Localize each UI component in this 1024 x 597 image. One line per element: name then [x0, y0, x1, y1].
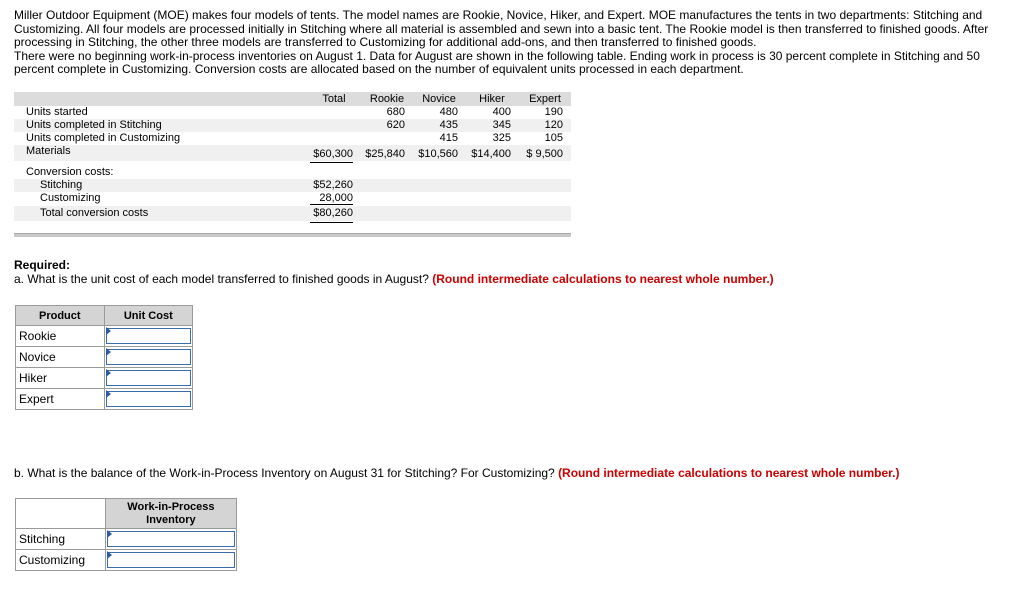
value-materials-rookie: $25,840 [365, 148, 405, 160]
blank-header-cell [16, 499, 106, 529]
value-materials-total: $60,300 [313, 148, 353, 160]
value-units-customizing-novice: 415 [439, 132, 458, 144]
value-units-customizing-expert: 105 [544, 132, 563, 144]
value-units-started-rookie: 680 [386, 106, 405, 118]
header-expert: Expert [529, 93, 561, 105]
header-total: Total [322, 93, 346, 105]
value-materials-expert: $ 9,500 [526, 148, 563, 160]
column-header-product: Product [16, 306, 105, 326]
unit-cost-rookie-input[interactable] [106, 328, 191, 344]
flag-icon [106, 327, 111, 335]
wip-cell [105, 550, 236, 571]
wip-customizing-input[interactable] [107, 552, 235, 568]
header-rookie: Rookie [369, 93, 405, 105]
product-label: Rookie [16, 326, 105, 347]
intro-paragraph-2: There were no beginning work-in-process inventories on August 1. Data for August are shown in the following table. Ending work in process is 30 percent complete in Stitching and 50 percent complete in Customizing. Conversion costs are allocated based on the number of equivalent units processed in each department. [14, 48, 980, 77]
table-divider [14, 233, 571, 237]
flag-icon [106, 390, 111, 398]
value-total-conversion: $80,260 [313, 207, 353, 219]
product-label: Expert [16, 389, 105, 410]
unit-cost-cell [104, 368, 192, 389]
product-label: Hiker [16, 368, 105, 389]
question-a-note: (Round intermediate calculations to nearest whole number.) [432, 272, 774, 286]
row-materials [14, 145, 571, 161]
row-units-stitching [14, 119, 571, 132]
flag-icon [106, 369, 111, 377]
value-units-stitching-novice: 435 [439, 119, 458, 131]
product-label: Novice [16, 347, 105, 368]
column-header-unit-cost: Unit Cost [104, 306, 192, 326]
department-label: Stitching [16, 529, 106, 550]
value-units-stitching-rookie: 620 [386, 119, 405, 131]
flag-icon [106, 348, 111, 356]
value-units-customizing-hiker: 325 [492, 132, 511, 144]
row-conversion-heading [14, 166, 571, 179]
row-conversion-customizing [14, 192, 571, 205]
value-conversion-customizing: 28,000 [310, 192, 353, 205]
wip-inventory-table [15, 498, 237, 571]
value-materials-novice: $10,560 [418, 148, 458, 160]
unit-cost-table [15, 305, 193, 410]
value-materials-hiker: $14,400 [471, 148, 511, 160]
required-heading: Required: [14, 258, 71, 272]
label-conversion-customizing: Customizing [40, 192, 101, 204]
materials-underline [310, 162, 353, 163]
label-conversion-costs: Conversion costs: [26, 166, 114, 178]
unit-cost-cell [104, 389, 192, 410]
question-b-note: (Round intermediate calculations to nearest whole number.) [558, 466, 900, 480]
wip-cell [105, 529, 236, 550]
department-label: Customizing [16, 550, 106, 571]
value-units-started-hiker: 400 [492, 106, 511, 118]
flag-icon [107, 530, 112, 538]
label-total-conversion: Total conversion costs [40, 207, 149, 219]
data-table-header [14, 92, 571, 106]
label-units-started: Units started [26, 106, 88, 118]
flag-icon [107, 551, 112, 559]
unit-cost-cell [104, 326, 192, 347]
row-conversion-stitching [14, 179, 571, 192]
required-section [14, 258, 774, 286]
unit-cost-expert-input[interactable] [106, 391, 191, 407]
row-total-conversion [14, 206, 571, 221]
total-underline [310, 222, 353, 223]
intro-paragraph-1: Miller Outdoor Equipment (MOE) makes four models of tents. The model names are Rookie, Novice, Hiker, and Expert. MOE manufactures the tents in two departments: Stitching and Customizing. All four models are processed initially in Stitching where all material is assembled and sewn into a basic tent. The Rookie model is then transferred to finished goods. After processing in Stitching, the other three models are transferred to Customizing for additional add-ons, and then transferred to finished goods. [14, 8, 989, 50]
label-materials: Materials [26, 145, 71, 157]
unit-cost-cell [104, 347, 192, 368]
value-conversion-stitching: $52,260 [313, 179, 353, 191]
unit-cost-novice-input[interactable] [106, 349, 191, 365]
label-units-customizing: Units completed in Customizing [26, 132, 181, 144]
value-units-started-expert: 190 [544, 106, 563, 118]
header-hiker: Hiker [479, 93, 505, 105]
wip-stitching-input[interactable] [107, 531, 235, 547]
row-units-started [14, 106, 571, 119]
value-units-stitching-expert: 120 [544, 119, 563, 131]
question-b-text: b. What is the balance of the Work-in-Process Inventory on August 31 for Stitching? For Customizing? [14, 466, 555, 480]
header-novice: Novice [422, 93, 456, 105]
problem-intro [14, 9, 1019, 77]
question-a [14, 272, 774, 286]
question-a-text: a. What is the unit cost of each model transferred to finished goods in August? [14, 272, 429, 286]
value-units-started-novice: 480 [439, 106, 458, 118]
question-b [14, 466, 899, 480]
label-units-stitching: Units completed in Stitching [26, 119, 162, 131]
value-units-stitching-hiker: 345 [492, 119, 511, 131]
row-units-customizing [14, 132, 571, 145]
unit-cost-hiker-input[interactable] [106, 370, 191, 386]
label-conversion-stitching: Stitching [40, 179, 83, 191]
column-header-wip: Work-in-Process Inventory [105, 499, 236, 529]
